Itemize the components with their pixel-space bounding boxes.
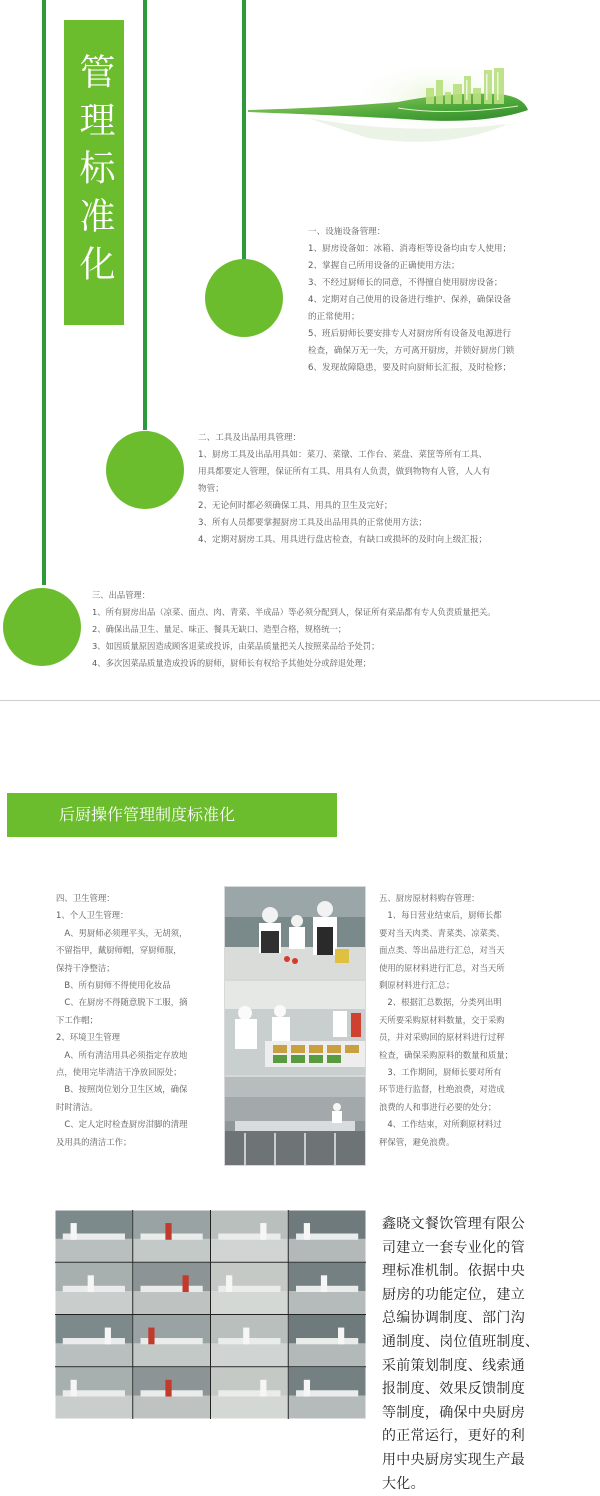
intro-line: 鑫晓文餐饮管理有限公 <box>382 1216 525 1232</box>
page-title <box>64 20 124 325</box>
section-line: 2、环境卫生管理 <box>56 1032 120 1043</box>
section-line: B、按照岗位划分卫生区域，确保 <box>56 1084 188 1095</box>
kitchen-photo-chefs <box>224 886 366 980</box>
cctv-mosaic <box>55 1210 366 1419</box>
section-line: 员，并对采购回的原材料进行过秤 <box>379 1032 505 1043</box>
cctv-tile <box>56 1367 133 1418</box>
section-line: 3、工作期间，厨师长要对所有 <box>379 1067 502 1078</box>
section-line: 天所要采购原材料数量，交于采购 <box>379 1014 505 1025</box>
decor-line-2 <box>143 0 147 430</box>
intro-line: 报制度、效果反馈制度 <box>382 1381 525 1398</box>
cctv-tile <box>289 1211 366 1262</box>
section-line: C、在厨房不得随意脱下工服，摘 <box>56 997 188 1008</box>
section-line: 4、工作结束，对所剩原材料过 <box>379 1119 502 1130</box>
section-line: A、所有清洁用具必须指定存放地 <box>56 1049 188 1060</box>
section-line: 1、所有厨房出品（凉菜、面点、肉、青菜、半成品）等必须分配到人，保证所有菜品都有专人负责质量把关。 <box>92 607 496 617</box>
cctv-tile <box>289 1367 366 1418</box>
intro-line: 理标准机制。依据中央 <box>382 1263 525 1280</box>
section-line: 2、掌握自己所用设备的正确使用方法； <box>308 261 460 271</box>
section-heading: 五、厨房原材料购存管理： <box>379 893 480 903</box>
section-line: 检查，确保万无一失，方可离开厨房，并锁好厨房门锁 <box>308 346 515 356</box>
section-line: 使用的原材料进行汇总，对当天所 <box>379 962 505 973</box>
section-hygiene <box>56 890 187 1151</box>
section-line: 物管； <box>198 484 224 494</box>
kitchen-photo-line <box>224 1076 366 1166</box>
section-line: 4、定期对厨房工具、用具进行盘店检查，有缺口或损坏的及时向上级汇报； <box>198 535 488 545</box>
section-line: 不留指甲，戴厨师帽，穿厨师服， <box>56 945 182 956</box>
intro-line: 等制度，确保中央厨房 <box>382 1404 525 1421</box>
section-line: 1、厨房工具及出品用具如：菜刀、菜镦、工作台、菜盘、菜筐等所有工具、 <box>198 450 488 460</box>
section-output <box>92 587 496 672</box>
section-line: 4、多次因菜品质量造成投诉的厨师，厨师长有权给予其他处分或辞退处理； <box>92 658 372 668</box>
section-line: C、定人定时检查厨房泔脚的清理 <box>56 1119 188 1130</box>
section-heading: 二、工具及出品用具管理： <box>198 433 302 443</box>
section-line: 面点类、等出品进行汇总，对当天 <box>379 945 505 956</box>
cctv-tile <box>133 1211 210 1262</box>
cctv-tile <box>211 1367 288 1418</box>
section-line: 6、发现故障隐患，要及时向厨师长汇报，及时检修； <box>308 363 512 373</box>
cctv-tile <box>211 1315 288 1366</box>
cctv-tile <box>211 1263 288 1314</box>
cctv-tile <box>56 1211 133 1262</box>
section-line: 的正常使用； <box>308 312 360 322</box>
cctv-tile <box>133 1263 210 1314</box>
section-line: 1、每日营业结束后，厨师长都 <box>379 910 502 921</box>
decor-line-3 <box>242 0 246 262</box>
section-line: 3、如因质量原因造成顾客退菜或投诉，由菜品质量把关人按照菜品给予处罚； <box>92 641 380 651</box>
intro-line: 厨房的功能定位，建立 <box>382 1286 525 1303</box>
section-heading: 三、出品管理： <box>92 590 151 600</box>
intro-line: 的正常运行，更好的利 <box>382 1428 525 1445</box>
intro-line: 总编协调制度、部门沟 <box>382 1310 525 1327</box>
cctv-tile <box>56 1315 133 1366</box>
section-line: 用具都要定人管理，保证所有工具、用具有人负责，做到物物有人管，人人有 <box>198 467 491 477</box>
decor-circle-3 <box>3 588 81 666</box>
page-divider <box>0 700 600 701</box>
section-line: 环节进行监督，杜绝浪费，对造成 <box>379 1084 505 1095</box>
section-heading: 一、设施设备管理： <box>308 227 386 237</box>
intro-line: 用中央厨房实现生产最 <box>382 1451 525 1468</box>
intro-line: 采前策划制度、线索通 <box>382 1357 525 1374</box>
section-line: 5、班后厨师长要安排专人对厨房所有设备及电源进行 <box>308 329 512 339</box>
section-line: 浪费的人和事进行必要的处分； <box>379 1101 497 1112</box>
company-intro <box>382 1213 538 1496</box>
section-tools <box>198 430 490 549</box>
decor-line-1 <box>42 0 46 585</box>
section-line: 下工作帽； <box>56 1014 98 1025</box>
section-line: 及用具的清洁工作； <box>56 1136 132 1147</box>
section-line: 秤保管，避免浪费。 <box>379 1136 455 1147</box>
leaf-city-illustration <box>248 58 538 158</box>
section-line: 剩原材料进行汇总； <box>379 980 455 991</box>
cctv-tile <box>133 1367 210 1418</box>
cctv-tile <box>289 1263 366 1314</box>
section-line: 4、定期对自己使用的设备进行维护、保养，确保设备 <box>308 295 512 305</box>
section-line: 时时清洁。 <box>56 1101 98 1112</box>
section-line: 2、确保出品卫生、量足、味正、餐具无缺口、造型合格，规格统一； <box>92 624 347 634</box>
banner-title: 后厨操作管理制度标准化 <box>7 793 337 837</box>
section-line: 要对当天肉类、青菜类、凉菜类、 <box>379 927 505 938</box>
section-line: 2、无论何时都必须确保工具、用具的卫生及完好； <box>198 501 393 511</box>
page-title-text: 管理标准化 <box>74 52 115 293</box>
section-purchasing <box>379 890 513 1151</box>
section-heading: 四、卫生管理： <box>56 893 115 903</box>
cctv-tile <box>56 1263 133 1314</box>
kitchen-photo-prep <box>224 980 366 1076</box>
section-line: 2、根据汇总数据，分类列出明 <box>379 997 502 1008</box>
section-line: 3、所有人员都要掌握厨房工具及出品用具的正常使用方法； <box>198 518 427 528</box>
section-line: 点，使用完毕清洁干净放回原处； <box>56 1067 182 1078</box>
section-line: 1、个人卫生管理： <box>56 910 129 921</box>
cctv-tile <box>289 1315 366 1366</box>
intro-line: 司建立一套专业化的管 <box>382 1239 525 1256</box>
section-line: 保持干净整洁； <box>56 962 115 973</box>
section-line: 3、不经过厨师长的同意，不得擅自使用厨房设备； <box>308 278 503 288</box>
intro-line: 通制度、岗位值班制度、 <box>382 1333 540 1350</box>
section-facilities <box>308 224 514 377</box>
intro-line: 大化。 <box>382 1475 425 1492</box>
section-line: A、男厨师必须理平头，无胡须， <box>56 927 188 938</box>
cctv-tile <box>211 1211 288 1262</box>
decor-circle-1 <box>205 259 283 337</box>
decor-circle-2 <box>106 431 184 509</box>
cctv-tile <box>133 1315 210 1366</box>
section-line: 检查，确保采购原料的数量和质量； <box>379 1049 513 1060</box>
section-line: 1、厨房设备如：冰箱、消毒柜等设备均由专人使用； <box>308 244 512 254</box>
section-line: B、所有厨师不得使用化妆品 <box>56 980 171 991</box>
